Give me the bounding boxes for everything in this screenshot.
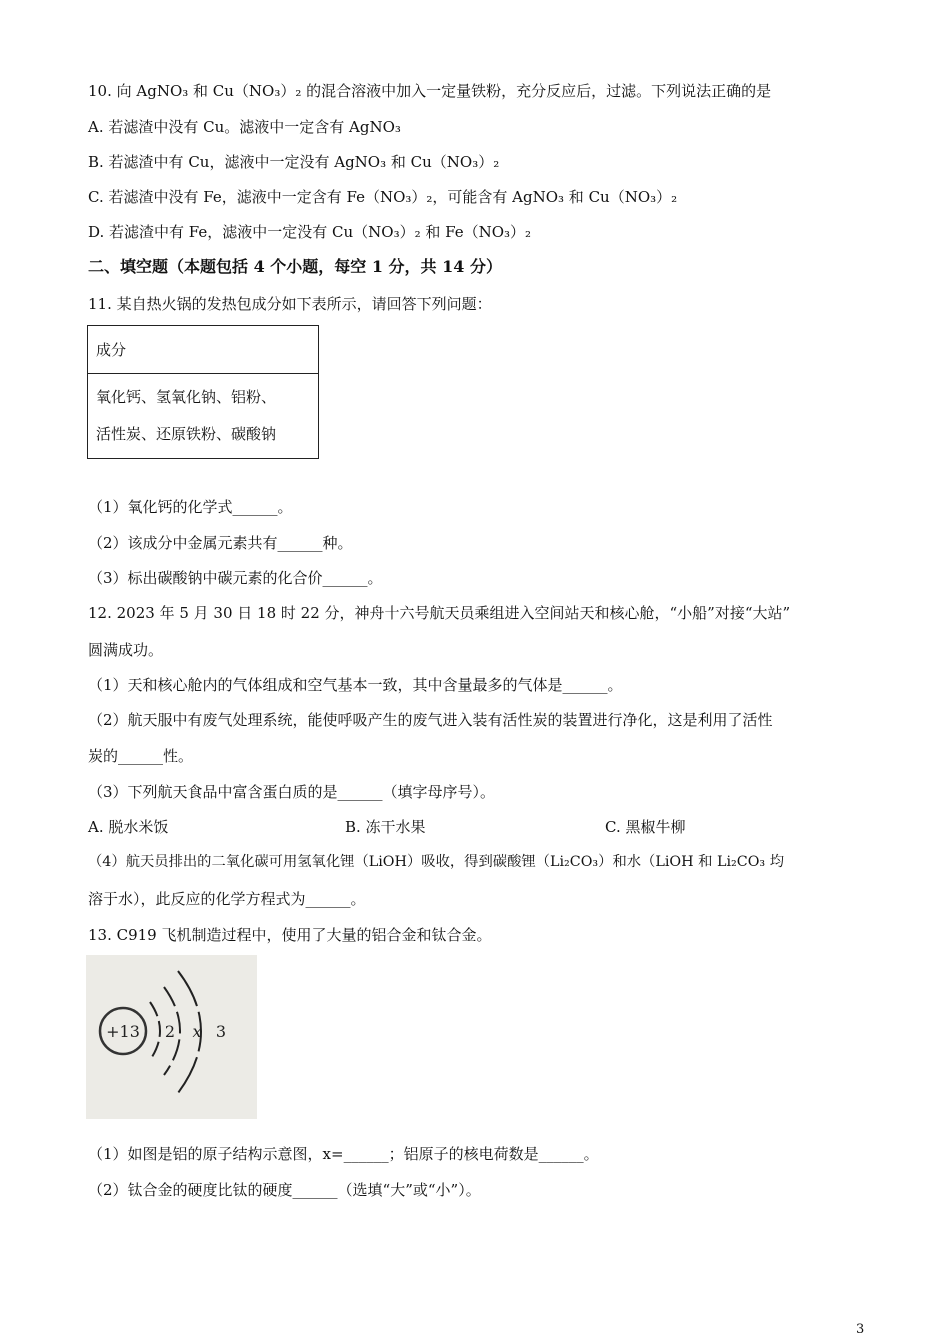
q12-part-3: （3）下列航天食品中富含蛋白质的是______（填字母序号）。 [88, 783, 496, 801]
q13-part-1: （1）如图是铝的原子结构示意图，x=______；铝原子的核电荷数是______。 [88, 1145, 599, 1163]
section-title: 二、填空题（本题包括 4 个小题，每空 1 分，共 14 分） [88, 257, 502, 276]
ingredients-table [87, 325, 319, 459]
q12-option-b: B. 冻干水果 [345, 818, 426, 836]
page-number: 3 [856, 1322, 865, 1337]
nucleus-charge: +13 [106, 1022, 140, 1041]
shell-2-electrons: x [192, 1022, 202, 1041]
q12-stem-line-2: 圆满成功。 [88, 641, 164, 659]
q10-stem: 10. 向 AgNO₃ 和 Cu（NO₃）₂ 的混合溶液中加入一定量铁粉，充分反应后，过滤。下列说法正确的是 [88, 82, 772, 100]
aluminum-atom-diagram [86, 955, 257, 1119]
q10-option-b: B. 若滤渣中有 Cu，滤液中一定没有 AgNO₃ 和 Cu（NO₃）₂ [88, 153, 500, 171]
q11-stem: 11. 某自热火锅的发热包成分如下表所示，请回答下列问题： [88, 295, 492, 313]
q10-option-a: A. 若滤渣中没有 Cu。滤液中一定含有 AgNO₃ [88, 118, 401, 136]
q11-part-3: （3）标出碳酸钠中碳元素的化合价______。 [88, 569, 383, 587]
table-line-2: 活性炭、还原铁粉、碳酸钠 [96, 425, 277, 443]
table-cell [88, 374, 319, 459]
q12-part-4-line-1: （4）航天员排出的二氧化碳可用氢氧化锂（LiOH）吸收，得到碳酸锂（Li₂CO₃）和水（LiOH 和 Li₂CO₃ 均 [88, 854, 785, 870]
q12-part-2-line-2: 炭的______性。 [88, 747, 194, 765]
q12-option-c: C. 黑椒牛柳 [605, 818, 686, 836]
q10-option-c: C. 若滤渣中没有 Fe，滤液中一定含有 Fe（NO₃）₂，可能含有 AgNO₃ 和 Cu（NO₃）₂ [88, 188, 678, 206]
shell-3-electrons: 3 [215, 1022, 227, 1041]
q12-option-a: A. 脱水米饭 [88, 818, 169, 836]
table-line-1: 氧化钙、氢氧化钠、铝粉、 [96, 388, 277, 406]
q12-part-2-line-1: （2）航天服中有废气处理系统，能使呼吸产生的废气进入装有活性炭的装置进行净化，这是利用了活性 [88, 711, 773, 729]
q12-stem-line-1: 12. 2023 年 5 月 30 日 18 时 22 分，神舟十六号航天员乘组进入空间站天和核心舱，“小船”对接“大站” [88, 604, 791, 622]
q12-part-4-line-2: 溶于水），此反应的化学方程式为______。 [88, 890, 366, 908]
shell-1-electrons: 2 [164, 1022, 176, 1041]
q13-part-2: （2）钛合金的硬度比钛的硬度______（选填“大”或“小”）。 [88, 1181, 481, 1199]
q13-stem: 13. C919 飞机制造过程中，使用了大量的铝合金和钛合金。 [88, 926, 492, 944]
q11-part-2: （2）该成分中金属元素共有______种。 [88, 534, 353, 552]
q10-option-d: D. 若滤渣中有 Fe，滤液中一定没有 Cu（NO₃）₂ 和 Fe（NO₃）₂ [88, 223, 532, 241]
q12-part-1: （1）天和核心舱内的气体组成和空气基本一致，其中含量最多的气体是______。 [88, 676, 623, 694]
q11-part-1: （1）氧化钙的化学式______。 [88, 498, 293, 516]
table-header: 成分 [88, 326, 319, 374]
